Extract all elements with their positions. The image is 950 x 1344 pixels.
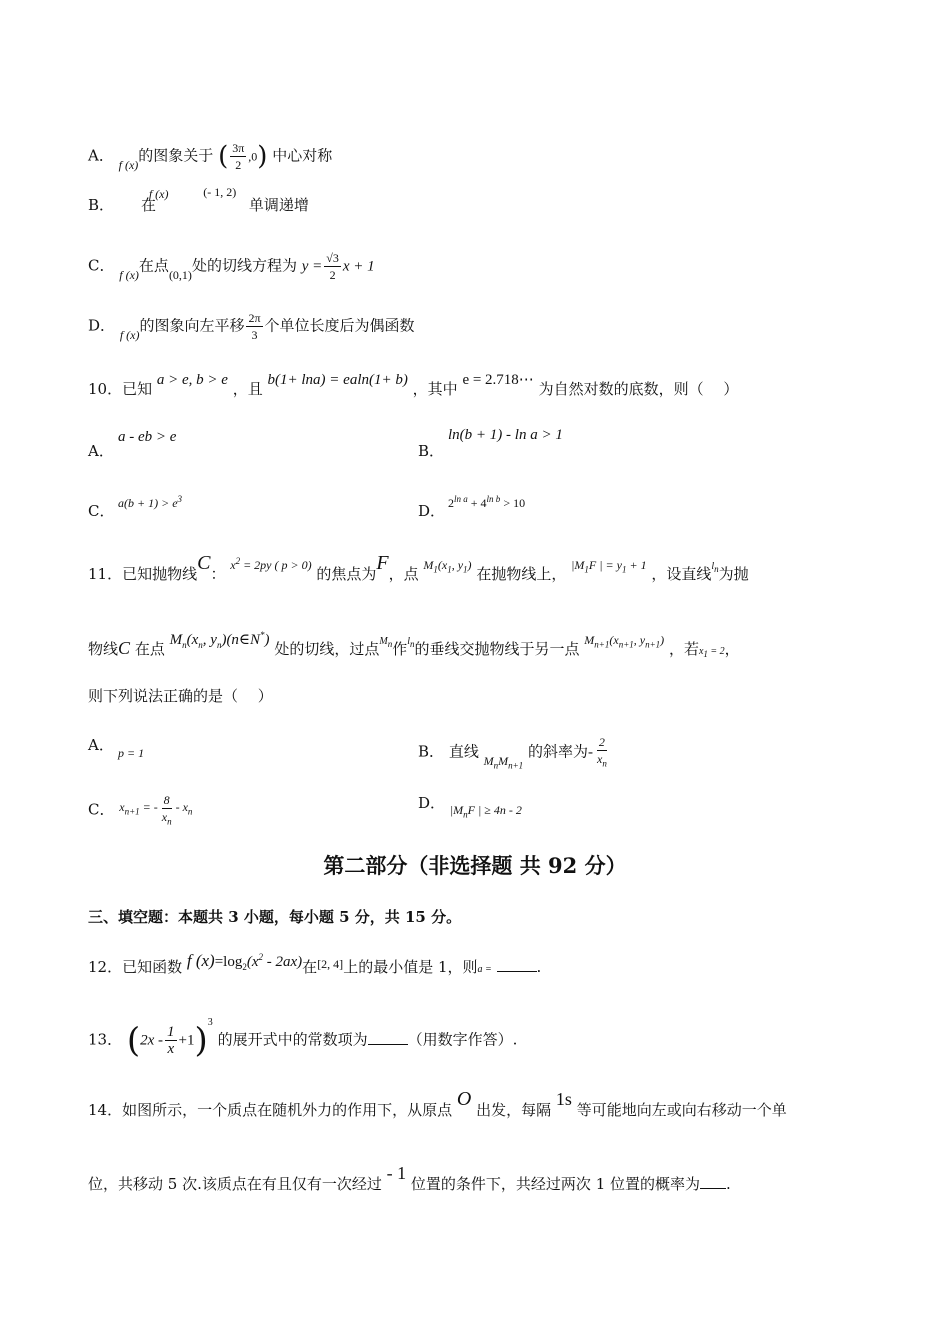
question-text: 上的最小值是 1，则 [343,958,478,976]
math-neg-one: - 1 [386,1163,407,1183]
math-abs: + 1 [626,558,647,572]
math-l: l [407,636,410,647]
math-eq: = 2py ( p > 0) [240,558,312,572]
q10-stem [88,372,739,401]
math-fx: f (x) [186,951,215,970]
option-label: D． [88,316,116,335]
q11-option-b: B． 直线 $_{M_nM_{n+1}}$ 的斜率为- $\frac{2}{x_n}$ [418,735,607,771]
math-F: F [376,552,389,574]
option-text: 在点 [138,256,169,275]
math-eq: x + 1 [342,258,375,275]
question-text: ，且 [232,380,263,398]
math-expr: a - eb > e [118,429,177,445]
q13 [88,1016,518,1061]
math-expr: a(b + 1) > e [118,496,178,510]
denominator: x [596,752,603,766]
math-time: 1s [555,1089,572,1109]
question-text: 出发，每隔 [476,1101,552,1119]
option-text: 个单位长度后为偶函数 [264,316,415,335]
denominator: x [167,1041,175,1057]
math-point: M [169,632,183,648]
question-number: 10．已知 [88,380,153,398]
math-set: (n∈N [226,632,261,648]
option-label: C． [88,502,115,520]
option-label: B． [418,442,445,460]
fraction [324,250,341,283]
paren-close: ) [194,1020,208,1061]
q10-option-c: C． $a(b + 1) > e^3$ [88,494,183,520]
question-text: 的焦点为 [316,565,377,583]
math-term: 2x - [140,1032,164,1049]
option-label: A． [88,736,114,754]
option-label: C． [88,256,115,275]
math-term: > 10 [503,496,526,510]
math-point: (x [437,558,448,572]
math-base: 2 [448,496,454,510]
q14-line1 [88,1088,787,1121]
math-eq: y = [301,258,323,275]
question-text: ： [210,565,226,583]
option-text: 在 [141,196,157,214]
q12: 12．已知函数 f $(x)=\log_2(x^2 - 2ax)$在[2, 4]上的最小值是 1，则a = . [88,951,542,976]
paren-open: ( [126,1020,141,1061]
math-expr: ln(b + 1) - ln a > 1 [448,427,563,443]
math-expr: F | ≥ 4n - 2 [467,803,522,817]
numerator: 1 [167,1024,175,1040]
question-text: 14．如图所示，一个质点在随机外力的作用下，从原点 [88,1101,453,1119]
q10-option-a [88,429,177,462]
q10-option-b [418,427,563,462]
numerator: 2 [598,735,605,749]
question-text: 作 [392,640,408,658]
math-term: x [119,799,125,814]
math-interval: [2, 4] [317,957,344,971]
math-arg: - 2ax) [263,954,303,970]
q11-option-c: C． $^{x_{n+1} = -}$ $\frac{8}{x_n}$ $^{- x_n}$ [88,792,192,829]
question-text: 物线 [88,640,119,658]
q9-option-b [88,185,309,214]
numerator: 3π [232,141,245,155]
option-label: B． [88,196,115,214]
denominator: 3 [251,328,258,342]
question-text: 则下列说法正确的是（ ） [88,687,273,705]
math-arg: (x [246,954,259,970]
denominator: x [161,810,168,824]
q11-stem-line2: 物线C 在点 $M_n(x_n$, $y_n)(n\in N^*)$ 处的切线，过点$^{M_n}$作$^{l_n}$的垂线交抛物线于另一点 $^{M_{n+1}(x_{n+1}, y_{n+1})}$ ，若$x_1 = 2$， [88,630,740,659]
answer-blank[interactable] [497,957,537,972]
answer-blank[interactable] [700,1174,726,1189]
math-point: M [423,558,434,572]
q11-stem-line3 [88,685,273,707]
math-fx: f (x) [118,157,139,172]
option-text: 直线 [448,742,479,761]
math-point: M [584,633,595,647]
question-text: （用数字作答）. [407,1030,518,1049]
question-text: 的展开式中的常数项为 [217,1030,368,1049]
question-number: 12．已知函数 [88,958,183,976]
q11-option-a [88,734,145,760]
math-point: , y [202,632,217,648]
math-eq: x [698,646,704,657]
math-l: l [711,561,715,572]
section-title: 三、填空题：本题共 3 小题，每小题 5 分，共 15 分。 [88,908,462,926]
math-exponent: 3 [207,1016,213,1028]
math-constant: e = 2.718⋯ [462,372,534,388]
math-equation: b(1+ lna) = ealn(1+ b) [267,372,408,388]
question-text: 等可能地向左或向右移动一个单 [576,1101,787,1119]
math-eq: x [230,558,236,572]
fraction: $\frac{2}{x_n}$ [596,735,607,769]
math-abs: F | = y [588,558,622,572]
fraction: $\frac{8}{x_n}$ [161,793,172,827]
question-text: 为自然对数的底数，则（ ） [538,380,739,398]
q10-option-d [418,494,526,522]
option-label: B． [418,742,445,761]
option-text: 处的切线方程为 [191,256,297,275]
option-text: 中心对称 [272,146,333,165]
math-line: M [483,753,494,768]
numerator: √3 [326,251,339,265]
question-text: 位置的条件下，共经过两次 1 位置的概率为 [410,1175,701,1193]
option-label: A． [88,146,114,165]
math-var: a = [477,964,492,975]
question-number: 13． [88,1030,123,1049]
question-text: 为抛 [718,565,749,583]
math-term: + 4 [470,496,487,510]
math-expr: |M [449,803,464,817]
math-exponent: ln b [486,494,501,504]
option-label: C． [88,800,115,819]
math-term: +1 [178,1032,195,1049]
math-fx: f (x) [148,187,169,201]
math-point: M [379,636,388,647]
fraction [246,310,262,343]
q9-option-d [88,310,415,343]
q11-stem-line1: 11．已知抛物线C： $^{x^2 = 2py ( p > 0)}$ 的焦点为F，点 $^{M_1(x_1, y_1)}$ 在抛物线上， $^{|M_1F | = y_1 + 1}$ ，设直线$^{l_n}$为抛 [88,552,749,583]
option-text: 的斜率为 [527,742,588,761]
paren-close: ) [257,141,268,172]
denominator: 2 [235,158,242,172]
q14-line2 [88,1163,731,1195]
option-text: 单调递增 [248,196,309,214]
option-text: 的图象关于 [138,146,214,165]
question-text: 在抛物线上， [476,565,567,583]
math-exponent: ln a [454,494,468,504]
option-text: 的图象向左平移 [139,316,245,335]
option-label: D． [418,794,446,812]
question-text: 在 [302,958,318,976]
math-O: O [456,1088,472,1110]
math-term: = - [139,799,158,814]
math-eq: =log [214,954,243,970]
math-expr: p = 1 [118,746,145,760]
question-text: ，点 [388,565,419,583]
fraction [165,1024,177,1057]
q9-option-c [88,250,375,283]
q9-option-a [88,140,332,173]
math-fx: f (x) [119,327,140,342]
math-tail: ,0 [248,149,258,164]
question-number: 11．已知抛物线 [88,565,198,583]
question-text: 的垂线交抛物线于另一点 [414,640,580,658]
numerator: 8 [163,793,170,807]
q11-option-d: D． $_{|M_nF | \ge 4n - 2}$ [418,794,522,820]
answer-blank[interactable] [368,1030,408,1045]
math-interval: (- 1, 2) [203,185,237,199]
math-condition: a > e, b > e [156,372,228,388]
denominator: 2 [329,268,336,282]
math-eq: = 2 [707,646,725,657]
question-text: ，设直线 [651,565,712,583]
math-C: C [197,552,211,574]
math-point: , y [451,558,464,572]
math-point: (x [609,633,619,647]
part-heading: 第二部分（非选择题 共 92 分） [323,853,627,878]
question-text: 处的切线，过点 [274,640,380,658]
option-label: D． [418,502,446,520]
math-minus: - [587,744,593,761]
punctuation: . [536,958,542,976]
numerator: 2π [248,311,261,325]
question-text: ，其中 [412,380,458,398]
option-label: A． [88,442,114,460]
math-line: M [498,753,509,768]
punctuation: . [726,1175,731,1193]
math-term: - x [175,799,188,814]
question-text: 位，共移动 5 次.该质点在有且仅有一次经过 [88,1175,382,1193]
math-point: (0,1) [168,267,192,282]
fraction [230,140,246,173]
question-text: ，若 [668,640,699,658]
paren-open: ( [218,141,229,172]
math-point: (x [186,632,199,648]
math-C: C [118,638,131,658]
math-abs: |M [571,558,585,572]
math-fx: f (x) [119,267,139,282]
question-text: 在点 [134,640,165,658]
math-point: , y [633,633,646,647]
